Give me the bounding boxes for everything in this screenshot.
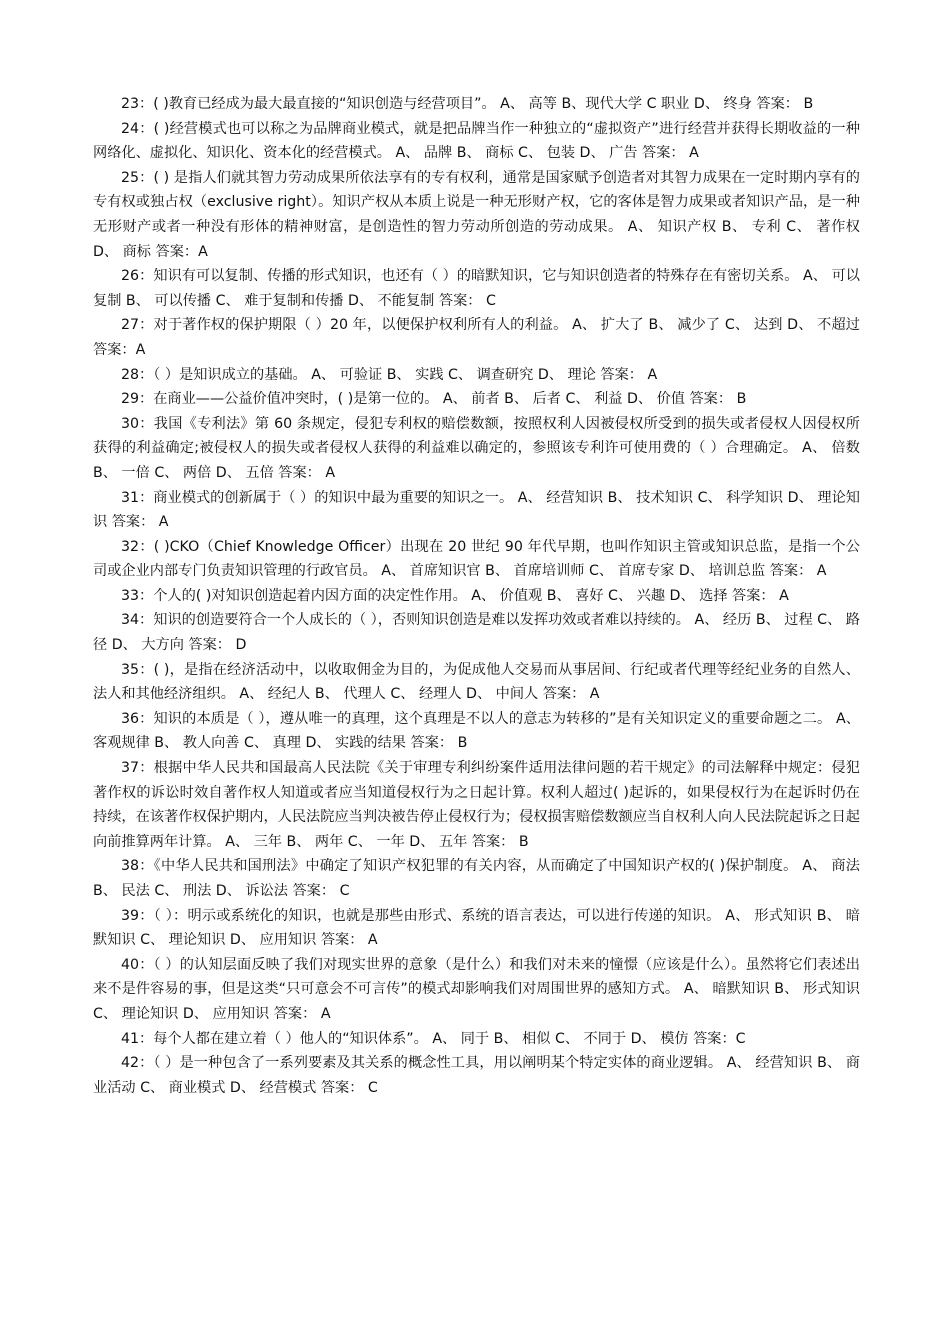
question-39: 39：（ ）：明示或系统化的知识，也就是那些由形式、系统的语言表达，可以进行传递的知识。 A、 形式知识 B、 暗默知识 C、 理论知识 D、 应用知识 答案： A — [93, 907, 860, 949]
question-37: 37：根据中华人民共和国最高人民法院《关于审理专利纠纷案件适用法律问题的若干规定》的司法解释中规定：侵犯著作权的诉讼时效自著作权人知道或者应当知道侵权行为之日起计算。权利人超过( )起诉的，如果侵权行为在起诉时仍在持续，在该著作权保护期内，人民法院应当判决被告停止侵权行为；侵权损害赔偿数额应当自权利人向人民法院起诉之日起向前推算两年计算。 A、 三年 B、 两年 C、 一年 D、 五年 答案： B — [93, 760, 860, 850]
question-29: 29：在商业——公益价值冲突时，( )是第一位的。 A、 前者 B、 后者 C、 利益 D、 价值 答案： B — [121, 391, 747, 408]
question-34: 34：知识的创造要符合一个人成长的（ ），否则知识创造是难以发挥功效或者难以持续的。 A、 经历 B、 过程 C、 路径 D、 大方向 答案： D — [93, 612, 860, 654]
question-41: 41：每个人都在建立着（ ）他人的“知识体系”。 A、 同于 B、 相似 C、 不同于 D、 模仿 答案：C — [121, 1030, 746, 1047]
question-24: 24：( )经营模式也可以称之为品牌商业模式，就是把品牌当作一种独立的“虚拟资产”进行经营并获得长期收益的一种网络化、虚拟化、知识化、资本化的经营模式。 A、 品牌 B、 商标 C、 包装 D、 广告 答案： A — [93, 120, 860, 162]
question-36: 36：知识的本质是（ ），遵从唯一的真理，这个真理是不以人的意志为转移的”是有关知识定义的重要命题之二。 A、 客观规律 B、 教人向善 C、 真理 D、 实践的结果 答案： B — [93, 710, 860, 752]
question-42: 42：（ ）是一种包含了一系列要素及其关系的概念性工具，用以阐明某个特定实体的商业逻辑。 A、 经营知识 B、 商业活动 C、 商业模式 D、 经营模式 答案： C — [93, 1055, 860, 1096]
question-40: 40：（ ）的认知层面反映了我们对现实世界的意象（是什么）和我们对未来的憧憬（应该是什么）。虽然将它们表述出来不是件容易的事，但是这类“只可意会不可言传”的模式却影响我们对周围世界的感知方式。 A、 暗默知识 B、 形式知识 C、 理论知识 D、 应用知识 答案： A — [93, 956, 860, 1022]
question-32: 32：( )CKO（Chief Knowledge Officer）出现在 20 世纪 90 年代早期，也叫作知识主管或知识总监，是指一个公司或企业内部专门负责知识管理的行政官员。 A、 首席知识官 B、 首席培训师 C、 首席专家 D、 培训总监 答案： A — [93, 538, 860, 580]
question-38: 38：《中华人民共和国刑法》中确定了知识产权犯罪的有关内容，从而确定了中国知识产权的( )保护制度。 A、 商法 B、 民法 C、 刑法 D、 诉讼法 答案： C — [93, 858, 860, 899]
question-25: 25：( ) 是指人们就其智力劳动成果所依法享有的专有权利，通常是国家赋予创造者对其智力成果在一定时期内享有的专有权或独占权（exclusive right）。知识产权从本质上说是一种无形财产权，它的客体是智力成果或者知识产品，是一种无形财产或者一种没有形体的精神财富，是创造性的智力劳动所创造的劳动成果。 A、 知识产权 B、 专利 C、 著作权 D、 商标 答案：A — [93, 169, 860, 260]
question-26: 26：知识有可以复制、传播的形式知识，也还有（ ）的暗默知识，它与知识创造者的特殊存在有密切关系。 A、 可以复制 B、 可以传播 C、 难于复制和传播 D、 不能复制 答案： C — [93, 268, 860, 309]
question-28: 28：（ ）是知识成立的基础。 A、 可验证 B、 实践 C、 调查研究 D、 理论 答案： A — [121, 366, 658, 383]
question-35: 35：( )，是指在经济活动中，以收取佣金为目的，为促成他人交易而从事居间、行纪或者代理等经纪业务的自然人、法人和其他经济组织。 A、 经纪人 B、 代理人 C、 经理人 D、 中间人 答案： A — [93, 661, 860, 703]
document-page — [93, 92, 860, 1100]
question-27: 27：对于著作权的保护期限（ ）20 年，以便保护权利所有人的利益。 A、 扩大了 B、 减少了 C、 达到 D、 不超过 答案：A — [93, 317, 860, 358]
question-31: 31：商业模式的创新属于（ ）的知识中最为重要的知识之一。 A、 经营知识 B、 技术知识 C、 科学知识 D、 理论知识 答案： A — [93, 489, 860, 531]
question-30: 30：我国《专利法》第 60 条规定，侵犯专利权的赔偿数额，按照权利人因被侵权所受到的损失或者侵权人因侵权所获得的利益确定;被侵权人的损失或者侵权人获得的利益难以确定的，参照该专利许可使用费的（ ）合理确定。 A、 倍数 B、 一倍 C、 两倍 D、 五倍 答案： A — [93, 415, 860, 481]
question-33: 33：个人的( )对知识创造起着内因方面的决定性作用。 A、 价值观 B、 喜好 C、 兴趣 D、 选择 答案： A — [121, 587, 789, 604]
question-23: 23：( )教育已经成为最大最直接的“知识创造与经营项目”。 A、 高等 B、现代大学 C 职业 D、 终身 答案： B — [121, 96, 814, 112]
